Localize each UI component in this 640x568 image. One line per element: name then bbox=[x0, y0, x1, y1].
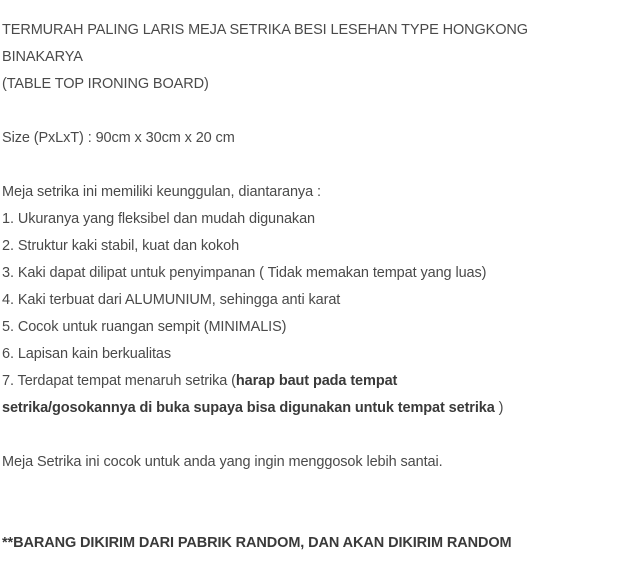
features-intro: Meja setrika ini memiliki keunggulan, diantaranya : bbox=[2, 184, 321, 200]
product-title-line-2: BINAKARYA bbox=[2, 49, 83, 65]
feature-item-3: 3. Kaki dapat dilipat untuk penyimpanan ( Tidak memakan tempat yang luas) bbox=[2, 265, 487, 281]
feature-item-7-line-1 bbox=[2, 371, 397, 391]
product-subtitle: (TABLE TOP IRONING BOARD) bbox=[2, 76, 209, 92]
shipping-notice: **BARANG DIKIRIM DARI PABRIK RANDOM, DAN AKAN DIKIRIM RANDOM bbox=[2, 535, 512, 551]
product-title-line-1: TERMURAH PALING LARIS MEJA SETRIKA BESI LESEHAN TYPE HONGKONG bbox=[2, 22, 528, 38]
feature-item-6: 6. Lapisan kain berkualitas bbox=[2, 346, 171, 362]
feature-item-7-bold-2: setrika/gosokannya di buka supaya bisa digunakan untuk tempat setrika bbox=[2, 400, 495, 416]
feature-item-2: 2. Struktur kaki stabil, kuat dan kokoh bbox=[2, 238, 240, 254]
feature-item-4: 4. Kaki terbuat dari ALUMUNIUM, sehingga anti karat bbox=[2, 292, 341, 308]
feature-item-7-suffix: ) bbox=[494, 400, 504, 416]
feature-item-7-bold-1: harap baut pada tempat bbox=[235, 373, 398, 389]
feature-item-1: 1. Ukuranya yang fleksibel dan mudah digunakan bbox=[2, 211, 315, 227]
feature-item-7-prefix: 7. Terdapat tempat menaruh setrika ( bbox=[2, 373, 236, 389]
feature-item-5: 5. Cocok untuk ruangan sempit (MINIMALIS) bbox=[2, 319, 287, 335]
feature-item-7-line-2 bbox=[2, 398, 503, 418]
product-size: Size (PxLxT) : 90cm x 30cm x 20 cm bbox=[2, 130, 235, 146]
closing-text: Meja Setrika ini cocok untuk anda yang ingin menggosok lebih santai. bbox=[2, 454, 443, 470]
